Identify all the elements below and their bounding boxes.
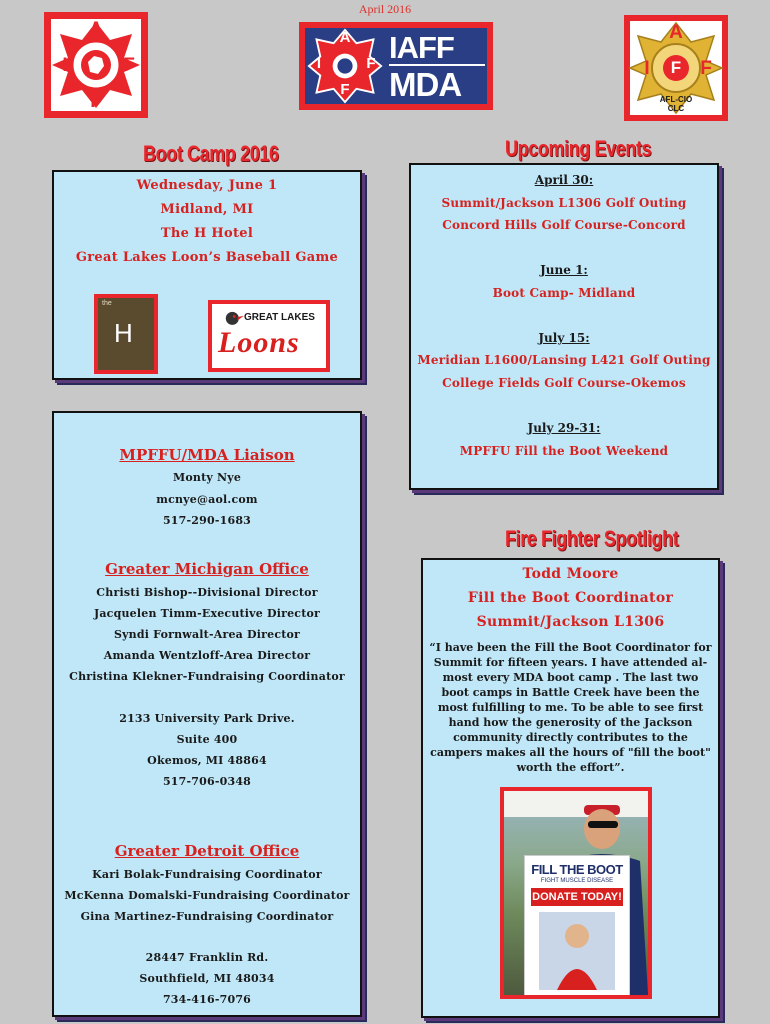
issue-date: April 2016	[358, 2, 412, 16]
boot-camp-title: Boot Camp 2016	[143, 141, 279, 166]
event-2-date-text: June 1	[540, 263, 584, 277]
gold-bottom-text: AFL-CIO CLC	[659, 95, 693, 113]
loons-top-text: GREAT LAKES	[244, 312, 315, 323]
michigan-phone: 517-706-0348	[162, 775, 252, 788]
event-2-date: June 1:	[540, 263, 588, 277]
iaff-letter-bottom: F	[340, 81, 350, 98]
boot-camp-date: Wednesday, June 1	[136, 178, 278, 193]
logo-letter-right: F	[123, 55, 135, 76]
event-2-line-1: Boot Camp- Midland	[492, 286, 636, 300]
sign-donate: DONATE TODAY!	[531, 888, 623, 906]
michigan-staff-5: Christina Klekner-Fundraising Coordinator	[69, 670, 345, 683]
spotlight-quote	[425, 640, 716, 775]
detroit-address-2: Southfield, MI 48034	[139, 972, 275, 985]
event-1-line-2: Concord Hills Golf Course-Concord	[442, 218, 686, 232]
gold-letter-left: I	[644, 58, 650, 79]
quote-line: most every MDA boot camp . The last two	[442, 671, 699, 684]
spotlight-photo	[500, 787, 652, 999]
liaison-phone: 517-290-1683	[162, 514, 252, 527]
quote-line: most fulfilling to me. To be able to see first	[437, 701, 704, 714]
event-4-line-1: MPFFU Fill the Boot Weekend	[459, 444, 669, 458]
event-3-date: July 15:	[538, 331, 590, 345]
spotlight-local: Summit/Jackson L1306	[476, 614, 665, 630]
event-1-date-text: April 30	[534, 173, 589, 187]
h-hotel-logo	[94, 294, 158, 374]
event-3-line-1: Meridian L1600/Lansing L421 Golf Outing	[417, 353, 711, 367]
spotlight-role: Fill the Boot Coordinator	[467, 590, 674, 606]
gold-letter-top: A	[669, 22, 683, 43]
event-1-date: April 30:	[534, 173, 594, 187]
detroit-office-title: Greater Detroit Office	[114, 842, 300, 860]
michigan-staff-2: Jacquelen Timm-Executive Director	[93, 607, 321, 620]
loons-logo	[208, 300, 330, 372]
sign-title: FILL THE BOOT	[531, 862, 623, 877]
spotlight-name: Todd Moore	[522, 566, 619, 582]
logo-letter-left: I	[62, 55, 68, 76]
detroit-staff-3: Gina Martinez-Fundraising Coordinator	[80, 910, 334, 923]
michigan-staff-3: Syndi Fornwalt-Area Director	[113, 628, 301, 641]
event-3-date-text: July 15	[538, 331, 586, 345]
liaison-title: MPFFU/MDA Liaison	[119, 446, 295, 464]
event-1-line-1: Summit/Jackson L1306 Golf Outing	[441, 196, 687, 210]
detroit-phone: 734-416-7076	[162, 993, 252, 1006]
michigan-address-1: 2133 University Park Drive.	[119, 712, 295, 725]
iaff-brand: IAFF	[389, 30, 454, 65]
logo-letter-top: A	[89, 19, 103, 40]
h-hotel-letter: H	[114, 318, 133, 348]
fill-the-boot-sign	[524, 855, 630, 995]
quote-line: boot camps in Battle Creek have been the	[441, 686, 700, 699]
iaff-letter-top: A	[339, 29, 351, 46]
michigan-staff-1: Christi Bishop--Divisional Director	[96, 586, 318, 599]
mpffu-logo	[44, 12, 148, 118]
quote-line: hand how the generosity of the Jackson	[448, 716, 693, 729]
detroit-address-1: 28447 Franklin Rd.	[145, 951, 269, 964]
quote-line: campers makes all the hours of "fill the boot"	[430, 746, 711, 759]
boot-camp-event: Great Lakes Loon’s Baseball Game	[75, 250, 339, 265]
michigan-address-2: Suite 400	[176, 733, 238, 746]
boot-camp-hotel: The H Hotel	[160, 226, 254, 241]
iaff-mda-logo	[299, 22, 493, 110]
michigan-office-title: Greater Michigan Office	[105, 560, 309, 578]
loons-main-text: Loons	[218, 326, 300, 359]
liaison-email: mcnye@aol.com	[156, 493, 258, 506]
quote-line: “I have been the Fill the Boot Coordinator for	[429, 641, 712, 654]
event-4-date-text: July 29-31	[527, 421, 597, 435]
iaff-letter-right: F	[366, 55, 376, 72]
boot-camp-city: Midland, MI	[160, 202, 254, 217]
upcoming-events-title: Upcoming Events	[505, 136, 652, 161]
quote-line: worth the effort”.	[516, 761, 625, 774]
gold-letter-center: F	[670, 58, 682, 77]
quote-line: Summit for fifteen years. I have attended al-	[433, 656, 708, 669]
iaff-gold-logo	[624, 15, 728, 121]
detroit-staff-1: Kari Bolak-Fundraising Coordinator	[92, 868, 322, 881]
mda-brand: MDA	[389, 64, 485, 101]
quote-line: community directly contributes to the	[453, 731, 688, 744]
iaff-letter-left: I	[316, 55, 322, 72]
michigan-staff-4: Amanda Wentzloff-Area Director	[103, 649, 311, 662]
event-3-line-2: College Fields Golf Course-Okemos	[442, 376, 686, 390]
gold-letter-right: F	[700, 58, 712, 79]
detroit-staff-2: McKenna Domalski-Fundraising Coordinator	[64, 889, 350, 902]
logo-letter-bottom: F	[90, 91, 102, 112]
event-4-date: July 29-31:	[527, 421, 601, 435]
liaison-name: Monty Nye	[172, 471, 242, 484]
upcoming-events-panel	[409, 163, 719, 490]
h-hotel-the: the	[102, 300, 112, 307]
contacts-panel	[52, 411, 362, 1017]
sign-subtitle: FIGHT MUSCLE DISEASE	[540, 878, 614, 884]
spotlight-title: Fire Fighter Spotlight	[505, 526, 679, 551]
michigan-address-3: Okemos, MI 48864	[147, 754, 267, 767]
spotlight-panel	[421, 558, 720, 1018]
boot-camp-panel	[52, 170, 362, 380]
child-photo	[539, 912, 615, 990]
